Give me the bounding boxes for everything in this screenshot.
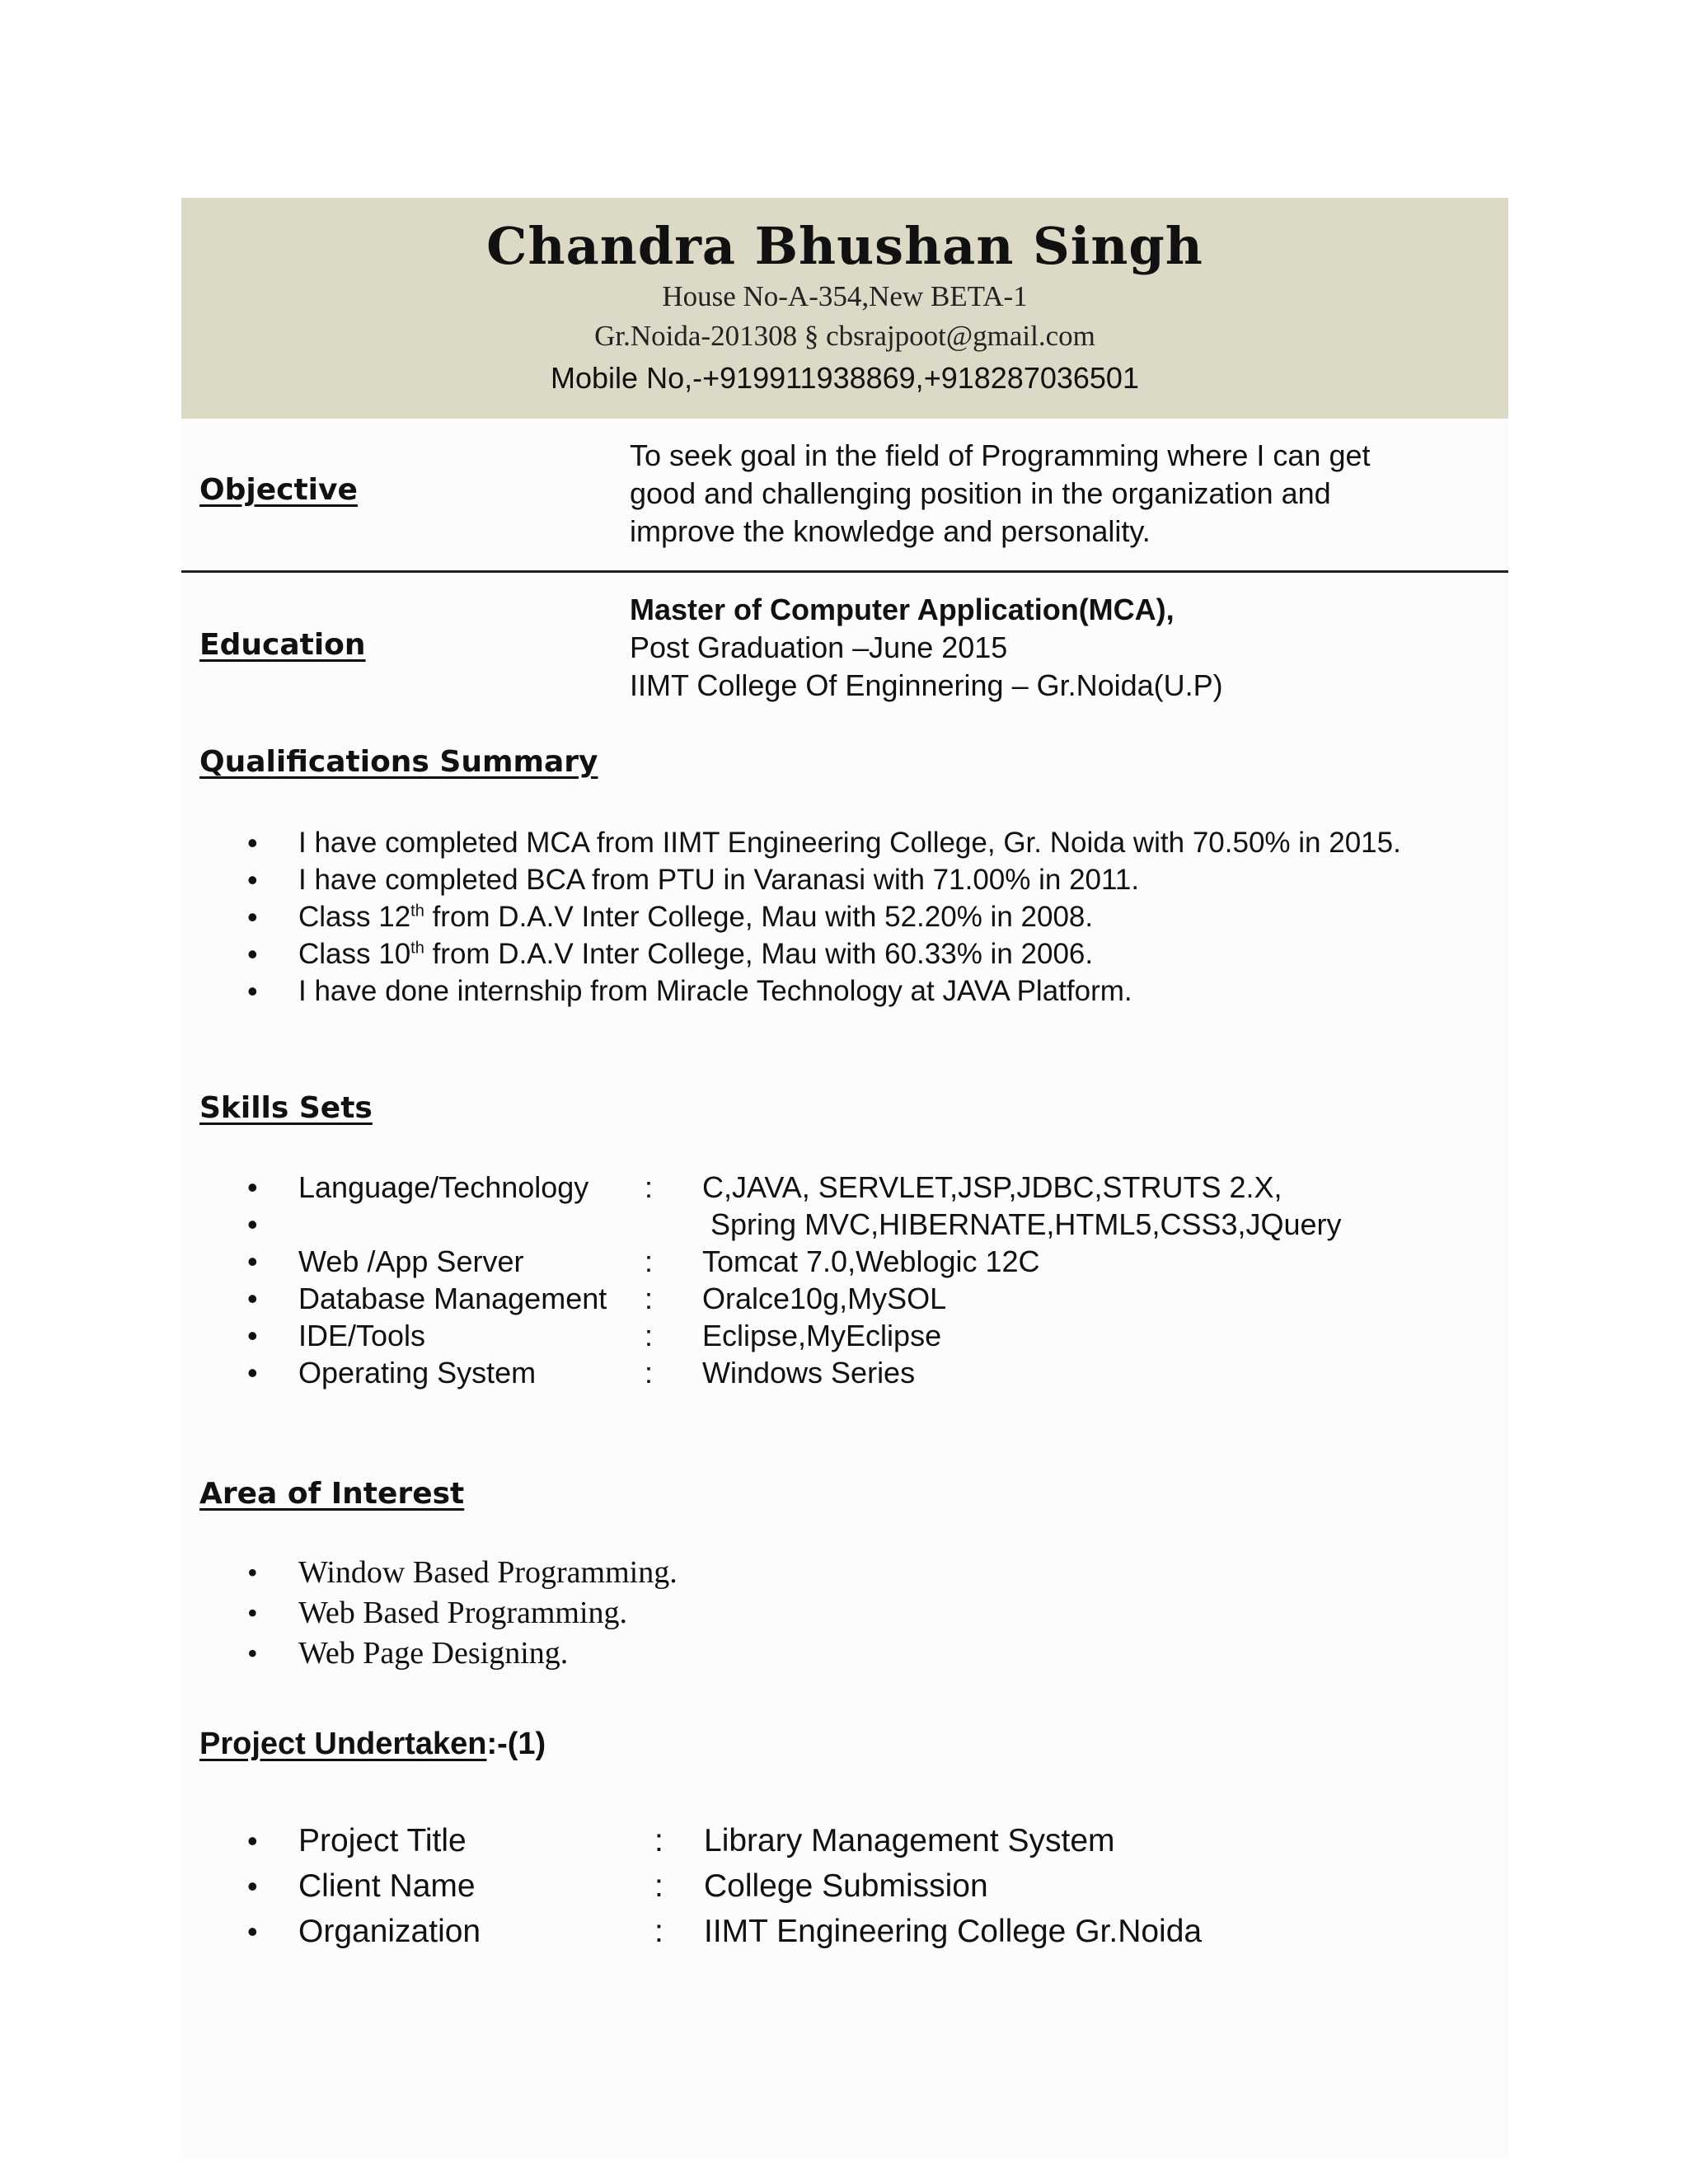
list-item: • Class 10th from D.A.V Inter College, Mau with 60.33% in 2006. <box>0 935 1401 972</box>
skill-row: • Operating System : Windows Series <box>0 1354 1342 1391</box>
skills-list <box>0 1169 1342 1391</box>
interest-list <box>0 1553 678 1674</box>
qualifications-list <box>0 824 1401 1010</box>
project-details-list <box>0 1818 1202 1954</box>
qualifications-heading: Qualifications Summary <box>199 745 598 779</box>
project-row: • Client Name : College Submission <box>0 1863 1202 1909</box>
list-item: • Web Page Designing. <box>0 1633 678 1674</box>
graduation-date: Post Graduation –June 2015 <box>630 630 1008 664</box>
skill-row: • Database Management : Oralce10g,MySOL <box>0 1280 1342 1317</box>
skills-heading: Skills Sets <box>199 1091 373 1125</box>
skill-row: • Spring MVC,HIBERNATE,HTML5,CSS3,JQuery <box>0 1206 1342 1243</box>
skill-row: • IDE/Tools : Eclipse,MyEclipse <box>0 1317 1342 1354</box>
project-heading <box>199 1727 546 1762</box>
objective-line: improve the knowledge and personality. <box>630 514 1151 548</box>
education-heading: Education <box>199 628 366 662</box>
resume-header <box>181 198 1508 419</box>
objective-line: To seek goal in the field of Programming where I can get <box>630 438 1371 472</box>
education-details <box>630 591 1487 705</box>
list-item: • I have completed MCA from IIMT Engineering College, Gr. Noida with 70.50% in 2015. <box>0 824 1401 861</box>
list-item: • Class 12th from D.A.V Inter College, Mau with 52.20% in 2008. <box>0 898 1401 935</box>
skill-row: • Language/Technology : C,JAVA, SERVLET,JSP,JDBC,STRUTS 2.X, <box>0 1169 1342 1206</box>
candidate-name: Chandra Bhushan Singh <box>486 216 1203 276</box>
project-heading-suffix: :-(1) <box>486 1727 546 1761</box>
college-name: IIMT College Of Enginnering – Gr.Noida(U.P) <box>630 668 1223 702</box>
list-item: • I have done internship from Miracle Technology at JAVA Platform. <box>0 972 1401 1010</box>
project-row: • Organization : IIMT Engineering College Gr.Noida <box>0 1909 1202 1954</box>
project-row: • Project Title : Library Management System <box>0 1818 1202 1863</box>
objective-heading: Objective <box>199 473 358 507</box>
mobile-numbers: Mobile No,-+919911938869,+918287036501 <box>551 361 1139 395</box>
objective-text <box>630 437 1487 551</box>
list-item: • Web Based Programming. <box>0 1593 678 1633</box>
objective-line: good and challenging position in the organization and <box>630 476 1331 510</box>
address-line-1: House No-A-354,New BETA-1 <box>662 280 1028 312</box>
project-heading-main: Project Undertaken <box>199 1727 487 1761</box>
section-divider <box>181 570 1508 573</box>
address-line-2: Gr.Noida-201308 § cbsrajpoot@gmail.com <box>594 320 1095 352</box>
list-item: • Window Based Programming. <box>0 1553 678 1593</box>
degree-title: Master of Computer Application(MCA), <box>630 593 1175 626</box>
interest-heading: Area of Interest <box>199 1477 465 1511</box>
skill-row: • Web /App Server : Tomcat 7.0,Weblogic 12C <box>0 1243 1342 1280</box>
list-item: • I have completed BCA from PTU in Varanasi with 71.00% in 2011. <box>0 861 1401 898</box>
